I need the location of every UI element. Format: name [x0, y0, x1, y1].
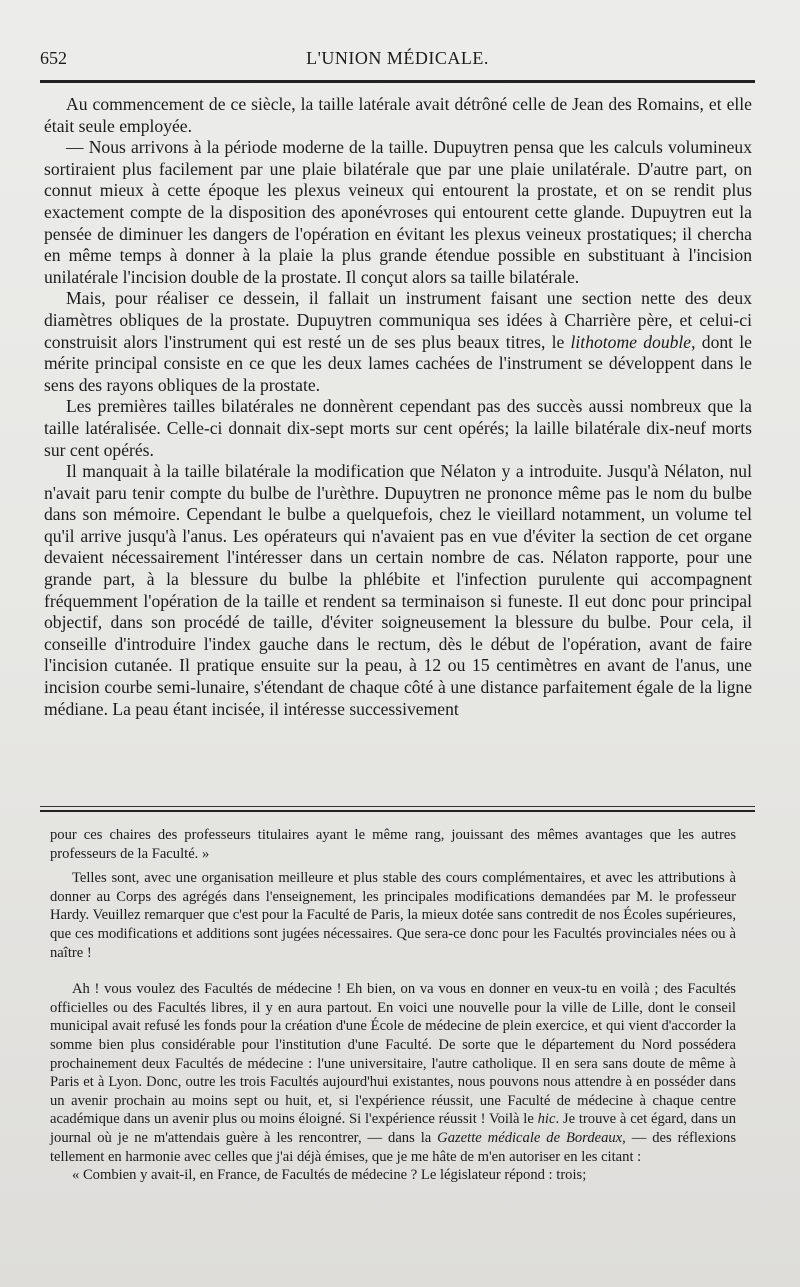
feuilleton-paragraph: Telles sont, avec une organisation meilleure et plus stable des cours complémentaires, et avec les attributions à donner au Corps des agrégés dans l'enseignement, les principales modifications demandées par M. le professeur Hardy. Veuillez remarquer que c'est pour la Faculté de Paris, la mieux dotée sans contredit de nos Écoles supérieures, que ces modifications et additions sont jugées nécessaires. Que sera-ce donc pour les Facultés provinciales nées ou à naître !: [50, 870, 736, 961]
paragraph-text: . Je trouve à cet égard, dans un journal où je ne m'attendais guère à les rencontrer, — dans la: [50, 1111, 736, 1146]
paragraph: Il manquait à la taille bilatérale la modification que Nélaton y a introduite. Jusqu'à Nélaton, nul n'avait paru tenir compte du bulbe de l'urèthre. Dupuytren ne prononce même pas le nom du bulbe dans son mémoire. Cependant le bulbe a quelquefois, chez le vieillard notamment, un volume tel qu'il arrive jusqu'à l'anus. Les opérateurs qui n'avaient pas en vue d'éviter la section de cet organe devaient nécessairement l'intéresser dans un certain nombre de cas. Nélaton rapporte, pour une grande part, à la blessure du bulbe la phlébite et l'infection purulente qui accompagnent fréquemment l'opération de la taille et rendent sa terminaison si funeste. Il eut donc pour principal objectif, dans son procédé de taille, d'éviter soigneusement la blessure du bulbe. Pour cela, il conseille d'introduire l'index gauche dans le rectum, dès le début de l'opération, avant de faire l'incision cutanée. Il pratique ensuite sur la peau, à 12 ou 15 centimètres en avant de l'anus, une incision courbe semi-lunaire, s'étendant de chaque côté à une distance parfaitement égale de la ligne médiane. La peau étant incisée, il intéresse successivement: [44, 461, 752, 719]
emphasized-title: Gazette médicale de Bordeaux: [437, 1129, 623, 1146]
paragraph-text: , dont le mérite principal consiste en ce que les deux lames cachées de l'instrument se développent dans le sens des rayons obliques de la prostate.: [44, 331, 752, 395]
feuilleton-paragraph: pour ces chaires des professeurs titulaires ayant le même rang, jouissant des mêmes avantages que les autres professeurs de la Faculté. »: [50, 827, 736, 862]
feuilleton-paragraph: [50, 980, 736, 1166]
paragraph: — Nous arrivons à la période moderne de la taille. Dupuytren pensa que les calculs volumineux sortiraient plus facilement par une plaie bilatérale que par une plaie unilatérale. D'autre part, on connut mieux à cette époque les plexus veineux qui entourent la prostate, et on se rendit plus exactement compte de la disposition des aponévroses qui entourent cette glande. Dupuytren eut la pensée de diminuer les dangers de l'opération en évitant les plexus veineux prostatiques; il chercha en même temps à donner à la plaie la plus grande étendue possible en substituant à l'incision unilatérale l'incision double de la prostate. Il conçut alors sa taille bilatérale.: [44, 137, 752, 287]
feuilleton-rule-top: [40, 806, 755, 807]
emphasized-term: lithotome double: [570, 331, 692, 352]
feuilleton: [50, 826, 736, 1185]
main-article: [44, 94, 752, 720]
paragraph: [44, 288, 752, 396]
paragraph-text: , — des réflexions tellement en harmonie avec celles que j'ai déjà émises, que je me hâte de m'en autoriser en les citant :: [50, 1129, 736, 1165]
paragraph-text: Mais, pour réaliser ce dessein, il fallait un instrument faisant une section nette des deux diamètres obliques de la prostate. Dupuytren communiqua ses idées à Charrière père, et celui-ci construisit alors l'instrument qui est resté un de ses plus beaux titres, le: [44, 288, 752, 352]
feuilleton-rule: [40, 810, 755, 812]
paragraph: Au commencement de ce siècle, la taille latérale avait détrôné celle de Jean des Romains, et elle était seule employée.: [44, 94, 752, 136]
page-number: 652: [40, 48, 67, 68]
feuilleton-paragraph: « Combien y avait-il, en France, de Facultés de médecine ? Le législateur répond : trois;: [72, 1167, 587, 1184]
page-header: [40, 48, 755, 76]
emphasized-term: hic: [537, 1111, 556, 1128]
header-rule: [40, 80, 755, 83]
paragraph-text: Ah ! vous voulez des Facultés de médecine ! Eh bien, on va vous en donner en veux-tu en voilà ; des Facultés officielles ou des Facultés libres, il y en aura partout. En voici une nouvelle pour la ville de Lille, dont le conseil municipal avait refusé les fonds pour la création d'une École de médecine de plein exercice, et qui vient d'accorder la somme bien plus considérable pour l'institution d'une Faculté. De sorte que le département du Nord possédera prochainement deux Facultés de médecine : l'une universitaire, l'autre catholique. Il en sera sans doute de même à Paris et à Lyon. Donc, outre les trois Facultés aujourd'hui existantes, nous pouvons nous attendre à en posséder dans un avenir prochain au moins sept ou huit, et, si l'expérience réussit, une Faculté de médecine à chaque centre académique dans un avenir plus ou moins éloigné. Si l'expérience réussit ! Voilà le: [50, 981, 736, 1128]
running-title: L'UNION MÉDICALE.: [306, 48, 489, 68]
paragraph: Les premières tailles bilatérales ne donnèrent cependant pas des succès aussi nombreux que la taille latéralisée. Celle-ci donnait dix-sept morts sur cent opérés; la laille bilatérale dix-neuf morts sur cent opérés.: [44, 396, 752, 460]
